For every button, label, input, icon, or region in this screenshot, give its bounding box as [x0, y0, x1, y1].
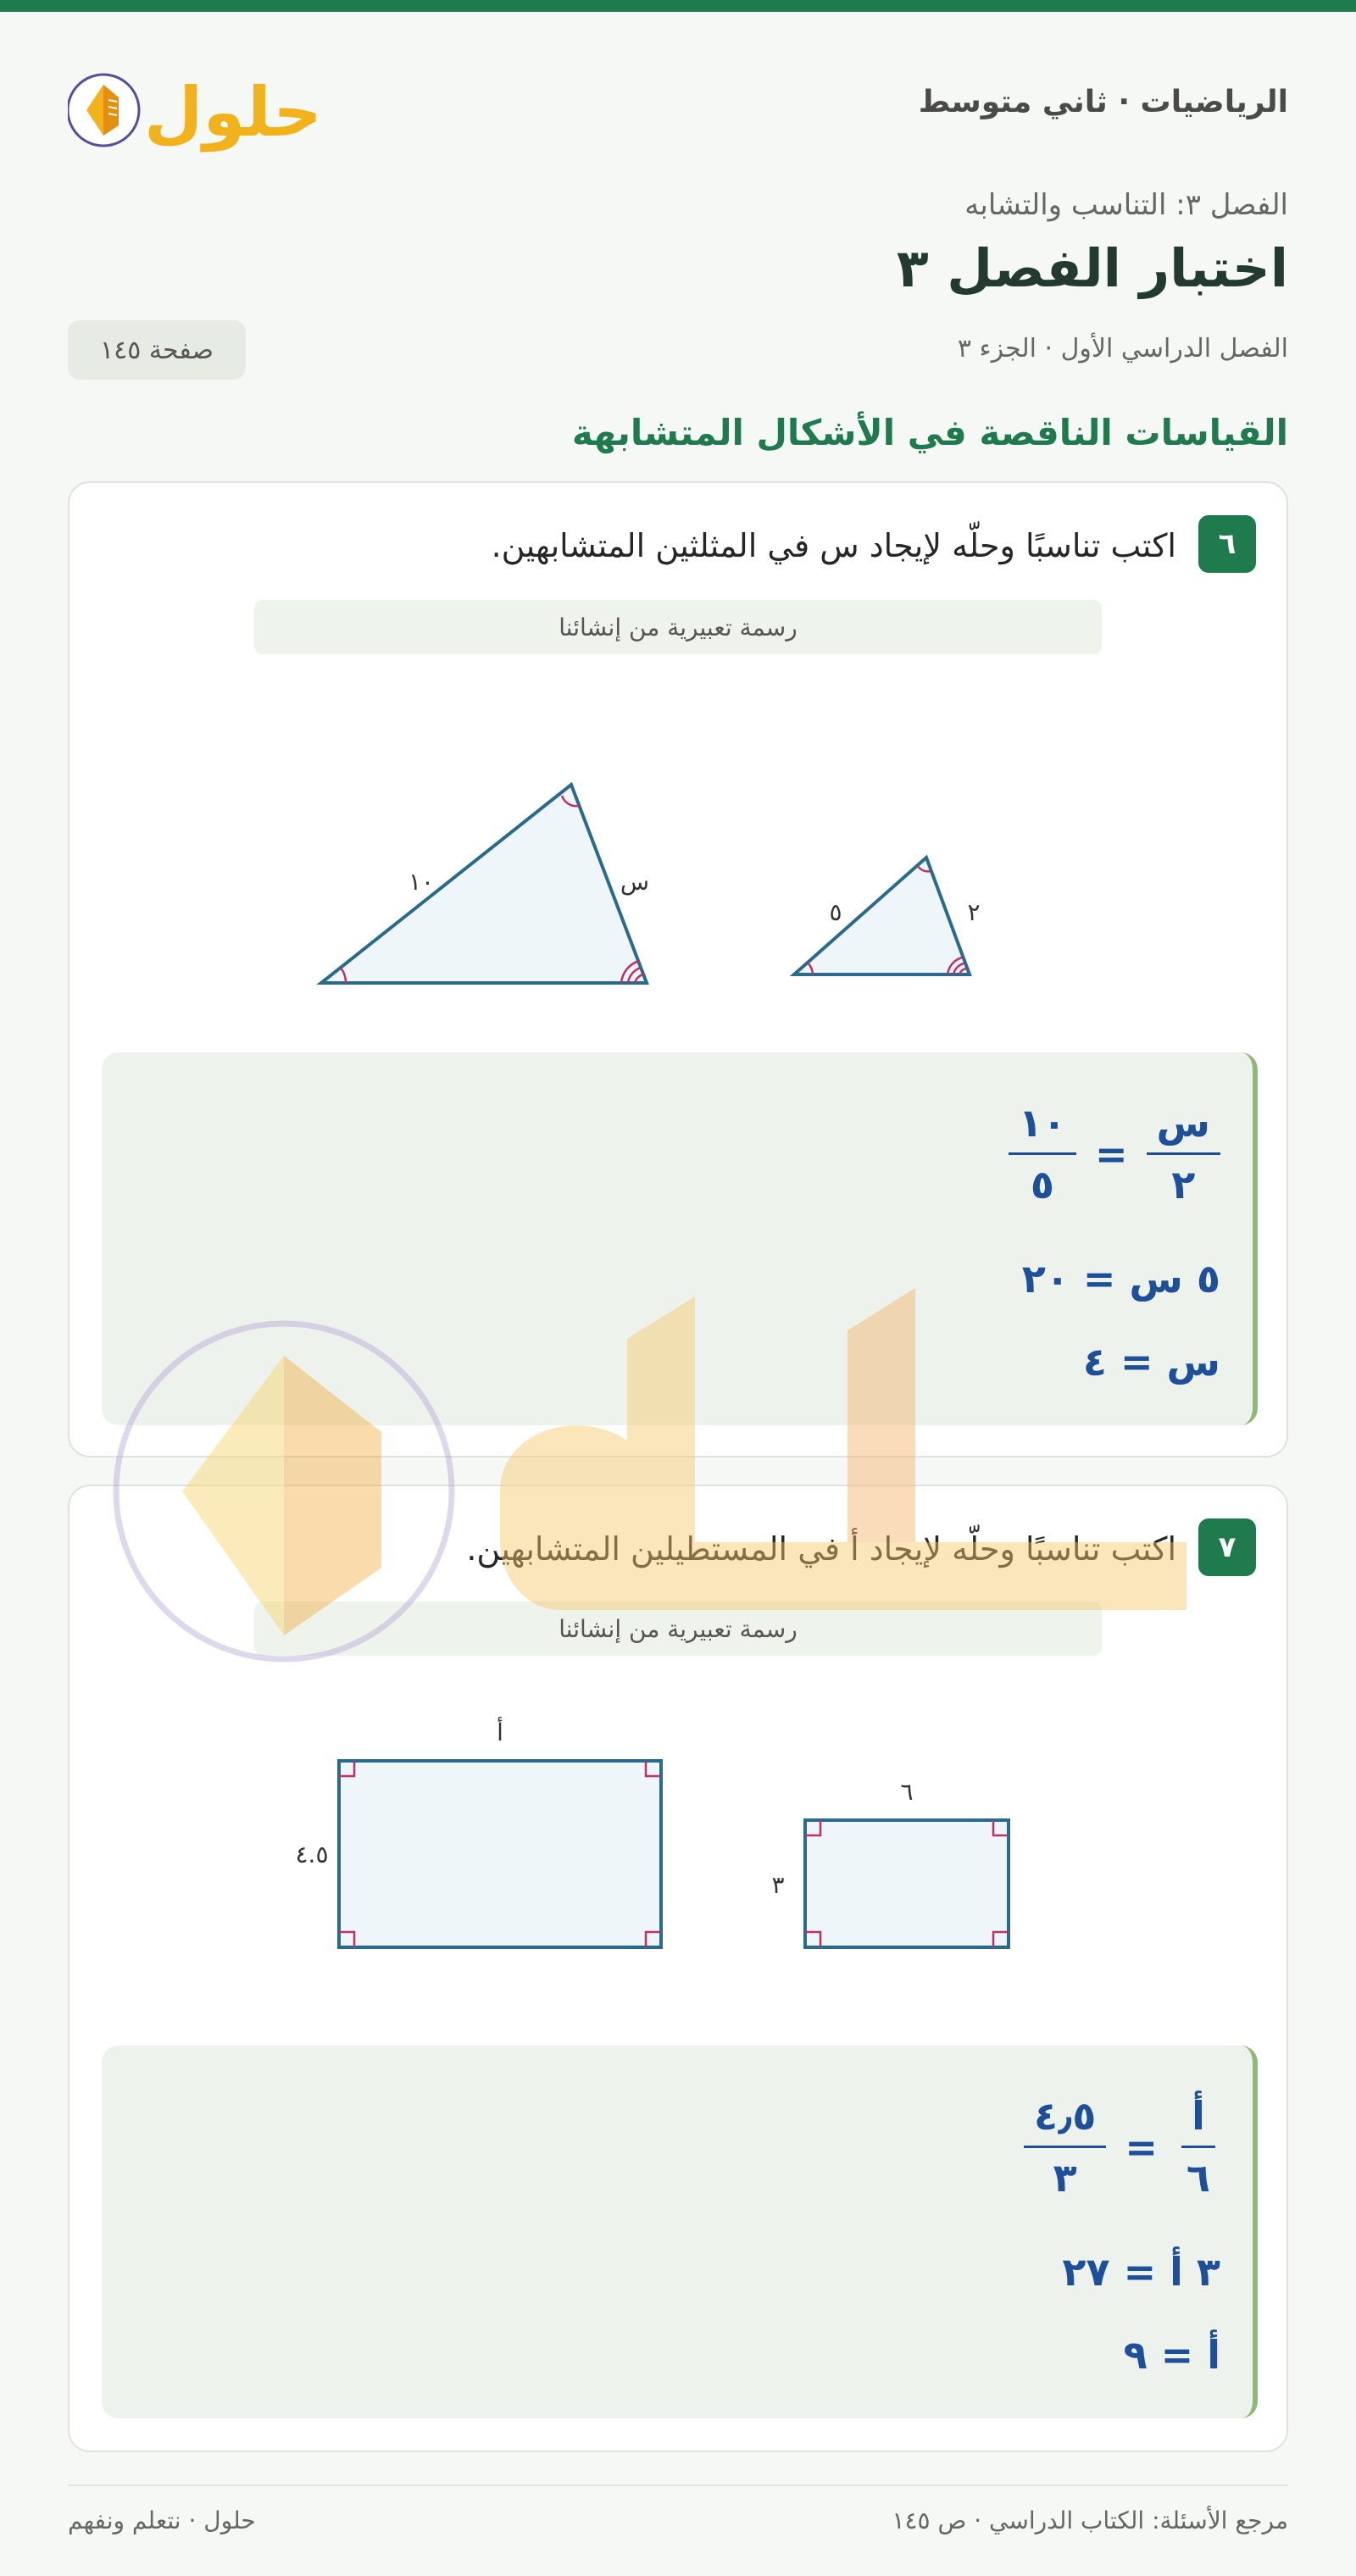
solution-step: ٣ أ = ٢٧ [1062, 2249, 1220, 2295]
numerator: س [1147, 1100, 1220, 1155]
page-header [68, 51, 1288, 161]
side-label: ٣ [771, 1871, 785, 1899]
figure-caption: رسمة تعبيرية من إنشائنا [254, 600, 1102, 654]
side-label: ٥ [829, 898, 842, 926]
denominator: ٦ [1186, 2155, 1210, 2201]
page-number-badge: صفحة ١٤٥ [68, 320, 246, 380]
side-label: أ [497, 1718, 503, 1746]
fraction-right [1024, 2093, 1106, 2201]
denominator: ٣ [1053, 2155, 1077, 2201]
side-label: ١٠ [408, 868, 435, 896]
question-card-6 [68, 481, 1288, 1457]
side-label: ٢ [967, 898, 981, 926]
footer-divider [68, 2484, 1288, 2486]
proportion [1024, 2093, 1220, 2201]
similar-rectangles-figure [69, 1681, 1290, 2020]
hulul-logo [68, 51, 322, 161]
denominator: ٥ [1030, 1162, 1054, 1208]
proportion [1009, 1100, 1220, 1208]
figure-caption: رسمة تعبيرية من إنشائنا [254, 1602, 1102, 1656]
solution-answer: س = ٤ [1082, 1339, 1220, 1385]
question-card-7 [68, 1485, 1288, 2452]
side-label: ٤.٥ [295, 1840, 329, 1868]
solution-box [102, 2046, 1258, 2418]
question-number: ٧ [1198, 1518, 1256, 1576]
section-title: القياسات الناقصة في الأشكال المتشابهة [571, 412, 1288, 453]
equals-sign: = [1125, 2124, 1158, 2170]
side-label: س [620, 868, 650, 896]
numerator: ١٠ [1009, 1100, 1076, 1155]
fraction-right [1009, 1100, 1076, 1208]
fraction-left [1176, 2093, 1220, 2201]
question-text: اكتب تناسبًا وحلّه لإيجاد س في المثلثين المتشابهين. [491, 527, 1176, 564]
question-text: اكتب تناسبًا وحلّه لإيجاد أ في المستطيلين المتشابهين. [466, 1530, 1176, 1568]
chapter-label: الفصل ٣: التناسب والتشابه [964, 188, 1288, 222]
semester-label: الفصل الدراسي الأول · الجزء ٣ [957, 334, 1288, 364]
solution-step: ٥ س = ٢٠ [1021, 1256, 1220, 1302]
footer-brand: حلول · نتعلم ونفهم [68, 2507, 256, 2534]
solution-answer: أ = ٩ [1123, 2332, 1220, 2378]
numerator: ٤٫٥ [1024, 2093, 1106, 2148]
top-accent-bar [0, 0, 1356, 12]
footer-reference: مرجع الأسئلة: الكتاب الدراسي · ص ١٤٥ [892, 2507, 1288, 2534]
page-title: اختبار الفصل ٣ [896, 237, 1288, 299]
subject-label: الرياضيات · ثاني متوسط [918, 85, 1288, 119]
small-rectangle [805, 1820, 1009, 1947]
denominator: ٢ [1171, 1162, 1196, 1208]
question-number: ٦ [1198, 515, 1256, 573]
side-label: ٦ [900, 1778, 914, 1806]
numerator: أ [1181, 2093, 1215, 2148]
similar-triangles-figure [69, 678, 1290, 1034]
small-triangle [794, 858, 970, 974]
large-rectangle [339, 1761, 661, 1947]
logo-text: حلول [144, 73, 322, 152]
equals-sign: = [1094, 1130, 1128, 1177]
solution-box [102, 1052, 1258, 1425]
fraction-left [1147, 1100, 1220, 1208]
large-triangle [321, 785, 650, 983]
